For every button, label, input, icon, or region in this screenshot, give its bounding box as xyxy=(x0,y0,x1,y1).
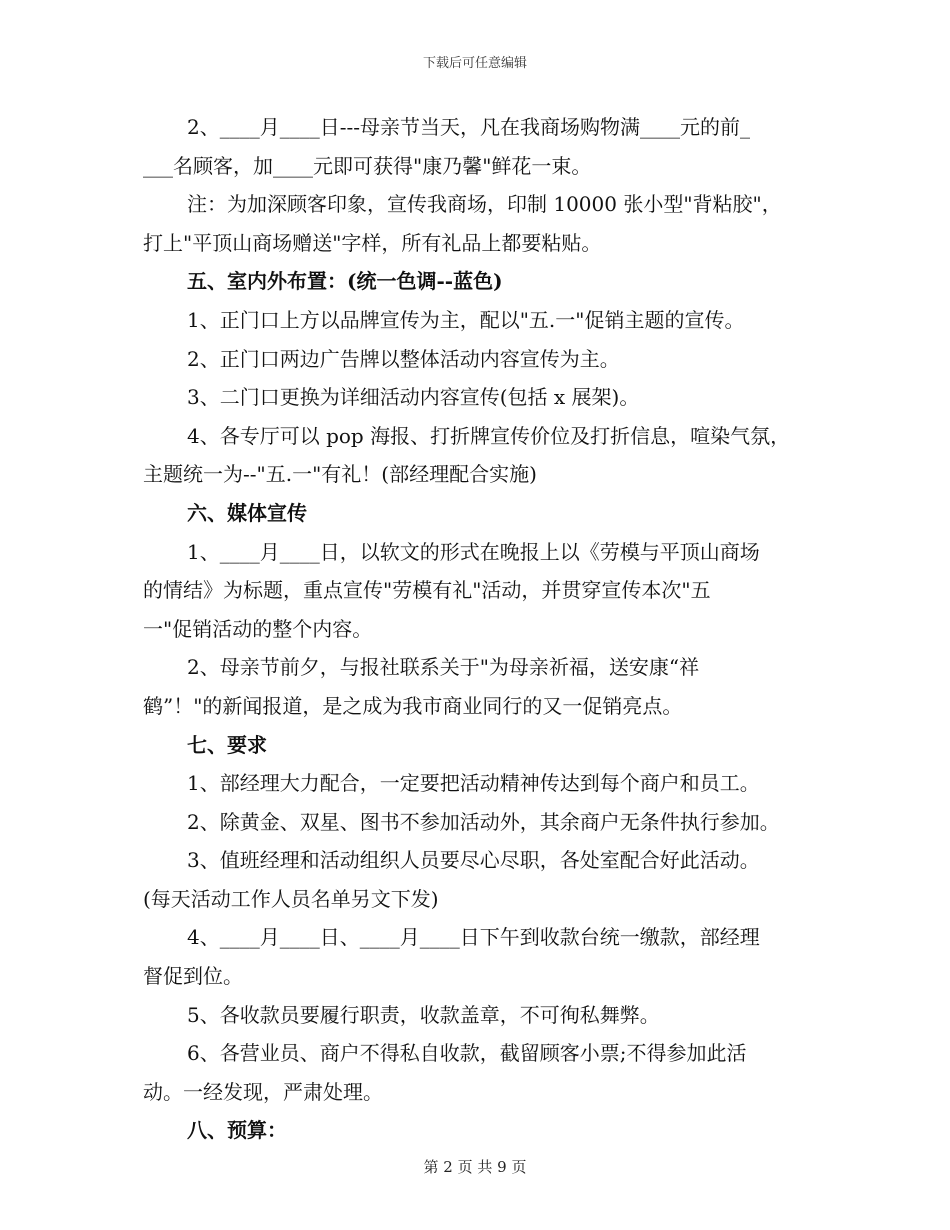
paragraph-line: 1、部经理大力配合，一定要把活动精神传达到每个商户和员工。 xyxy=(187,771,760,796)
paragraph-line: (每天活动工作人员名单另文下发) xyxy=(143,886,439,911)
paragraph-line: 2、正门口两边广告牌以整体活动内容宣传为主。 xyxy=(187,346,620,371)
document-body xyxy=(143,108,823,1150)
paragraph-line: 主题统一为--"五.一"有礼！(部经理配合实施) xyxy=(143,462,537,487)
paragraph-line: 注：为加深顾客印象，宣传我商场，印制 10000 张小型"背粘胶"， xyxy=(187,192,782,217)
section-heading: 五、室内外布置：(统一色调--蓝色) xyxy=(187,269,503,294)
paragraph-line: 一"促销活动的整个内容。 xyxy=(143,616,373,641)
paragraph-line: 4、____月____日、____月____日下午到收款台统一缴款，部经理 xyxy=(187,925,760,950)
section-heading: 七、要求 xyxy=(187,732,267,757)
page-header: 下载后可任意编辑 xyxy=(422,56,527,71)
section-heading: 六、媒体宣传 xyxy=(187,500,307,525)
paragraph-line: 5、各收款员要履行职责，收款盖章，不可徇私舞弊。 xyxy=(187,1002,660,1027)
paragraph-line: 的情结》为标题，重点宣传"劳模有礼"活动，并贯穿宣传本次"五 xyxy=(143,578,711,603)
paragraph-line: 6、各营业员、商户不得私自收款，截留顾客小票;不得参加此活 xyxy=(187,1041,747,1066)
section-heading: 八、预算： xyxy=(187,1118,287,1143)
paragraph-line: ___名顾客，加____元即可获得"康乃馨"鲜花一束。 xyxy=(143,153,592,178)
paragraph-line: 1、____月____日，以软文的形式在晚报上以《劳模与平顶山商场 xyxy=(187,539,760,564)
paragraph-line: 督促到位。 xyxy=(143,964,243,989)
paragraph-line: 2、母亲节前夕，与报社联系关于"为母亲祈福，送安康“祥 xyxy=(187,655,700,680)
paragraph-line: 3、值班经理和活动组织人员要尽心尽职，各处室配合好此活动。 xyxy=(187,848,760,873)
paragraph-line: 鹤”！"的新闻报道，是之成为我市商业同行的又一促销亮点。 xyxy=(143,693,683,718)
paragraph-line: 1、正门口上方以品牌宣传为主，配以"五.一"促销主题的宣传。 xyxy=(187,307,745,332)
paragraph-line: 4、各专厅可以 pop 海报、打折牌宣传价位及打折信息，喧染气氛， xyxy=(187,423,791,448)
page-footer: 第 2 页 共 9 页 xyxy=(423,1158,527,1176)
paragraph-line: 2、除黄金、双星、图书不参加活动外，其余商户无条件执行参加。 xyxy=(187,809,780,834)
paragraph-line: 动。一经发现，严肃处理。 xyxy=(143,1079,383,1104)
paragraph-line: 2、____月____日---母亲节当天，凡在我商场购物满____元的前_ xyxy=(187,115,750,139)
paragraph-line: 打上"平顶山商场赠送"字样，所有礼品上都要粘贴。 xyxy=(143,230,602,255)
paragraph-line: 3、二门口更换为详细活动内容宣传(包括 x 展架)。 xyxy=(187,385,640,410)
